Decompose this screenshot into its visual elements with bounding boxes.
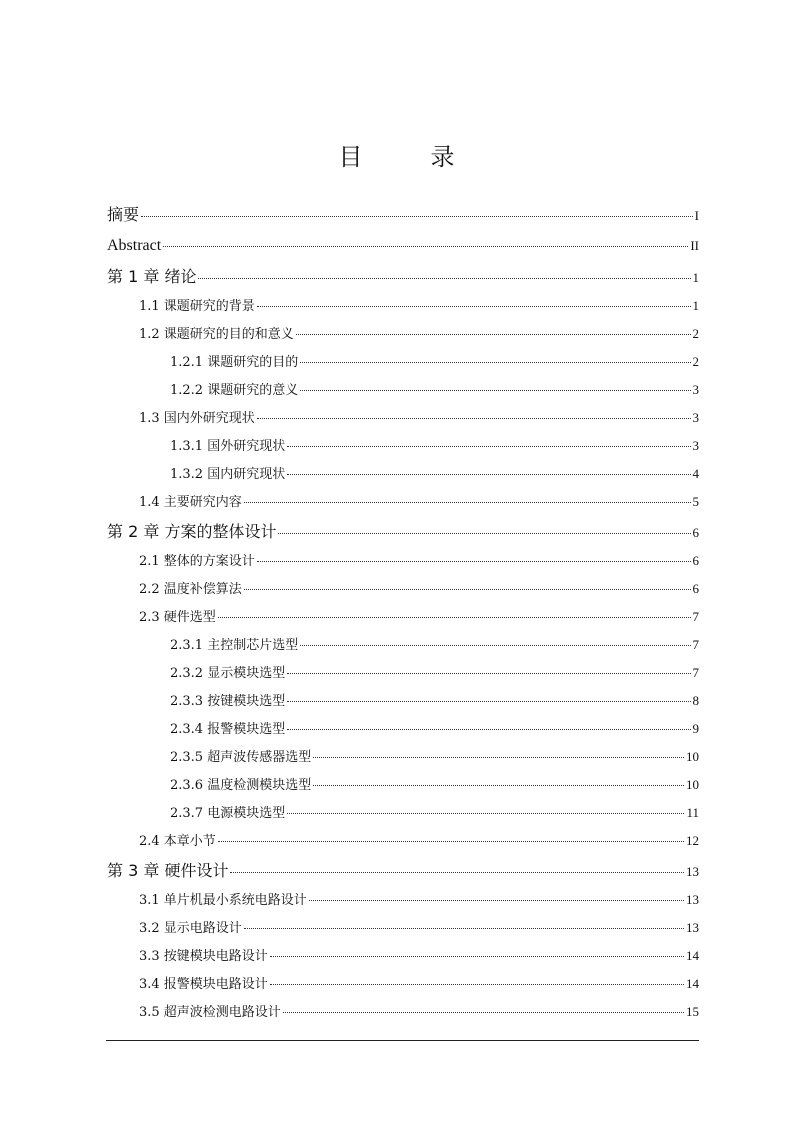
toc-leader-dots [163, 246, 688, 247]
toc-entry-page: 7 [692, 609, 699, 624]
toc-leader-dots [287, 673, 690, 674]
toc-entry-page: 3 [692, 382, 699, 397]
toc-entry[interactable] [107, 516, 699, 547]
toc-entry[interactable] [107, 460, 699, 488]
toc-entry-label: 3.1 单片机最小系统电路设计 [139, 893, 307, 908]
toc-entry[interactable] [107, 715, 699, 743]
toc-entry-page: 14 [686, 976, 699, 991]
toc-entry[interactable] [107, 743, 699, 771]
toc-entry-page: 12 [686, 833, 699, 848]
toc-entry-label: 2.3.5 超声波传感器选型 [170, 750, 312, 765]
toc-entry-label: 2.3.2 显示模块选型 [170, 666, 286, 681]
toc-entry[interactable] [107, 376, 699, 404]
toc-leader-dots [287, 446, 690, 447]
toc-entry-page: 14 [686, 948, 699, 963]
toc-entry[interactable] [107, 659, 699, 687]
toc-entry-label: 2.3.1 主控制芯片选型 [170, 638, 299, 653]
toc-entry-label: 2.3.6 温度检测模块选型 [170, 778, 312, 793]
toc-entry-page: 6 [692, 525, 699, 540]
toc-leader-dots [270, 956, 684, 957]
toc-entry-page: I [694, 208, 699, 223]
toc-entry-label: 摘要 [107, 205, 140, 224]
toc-entry[interactable] [107, 886, 699, 914]
toc-entry-page: 11 [686, 805, 699, 820]
footer-divider [106, 1040, 699, 1041]
toc-leader-dots [300, 390, 690, 391]
toc-leader-dots [313, 757, 684, 758]
toc-entry-label: 3.3 按键模块电路设计 [139, 949, 268, 964]
toc-leader-dots [198, 278, 690, 279]
toc-entry-label: 2.2 温度补偿算法 [139, 582, 242, 597]
toc-entry-page: 10 [686, 777, 699, 792]
toc-entry-page: 13 [686, 892, 699, 907]
toc-leader-dots [218, 841, 684, 842]
toc-entry-page: 1 [692, 270, 699, 285]
toc-entry-label: 3.5 超声波检测电路设计 [139, 1005, 281, 1020]
toc-leader-dots [283, 1012, 684, 1013]
toc-entry-label: Abstract [107, 237, 162, 254]
toc-entry[interactable] [107, 230, 699, 261]
toc-entry-label: 2.3 硬件选型 [139, 610, 216, 625]
toc-entry-page: 13 [686, 920, 699, 935]
toc-entry-label: 第 3 章 硬件设计 [107, 861, 229, 880]
toc-entry-label: 1.2.1 课题研究的目的 [170, 355, 299, 370]
toc-entry[interactable] [107, 687, 699, 715]
toc-leader-dots [300, 645, 690, 646]
toc-leader-dots [278, 533, 690, 534]
toc-entry-label: 1.3.2 国内研究现状 [170, 467, 286, 482]
toc-entry-page: 2 [692, 354, 699, 369]
toc-entry-page: 1 [692, 298, 699, 313]
toc-leader-dots [218, 617, 691, 618]
toc-leader-dots [287, 729, 690, 730]
toc-entry-label: 2.3.4 报警模块选型 [170, 722, 286, 737]
toc-entry[interactable] [107, 631, 699, 659]
toc-leader-dots [244, 589, 691, 590]
toc-entry-label: 1.3.1 国外研究现状 [170, 439, 286, 454]
toc-entry[interactable] [107, 970, 699, 998]
toc-entry[interactable] [107, 914, 699, 942]
table-of-contents [107, 199, 699, 1026]
toc-entry-page: 3 [692, 410, 699, 425]
toc-leader-dots [230, 872, 684, 873]
toc-leader-dots [257, 306, 691, 307]
toc-entry-label: 1.3 国内外研究现状 [139, 411, 255, 426]
toc-leader-dots [244, 502, 691, 503]
toc-entry-page: 7 [692, 665, 699, 680]
toc-leader-dots [300, 362, 690, 363]
toc-entry[interactable] [107, 320, 699, 348]
toc-entry[interactable] [107, 827, 699, 855]
toc-entry[interactable] [107, 261, 699, 292]
toc-leader-dots [287, 813, 684, 814]
toc-entry[interactable] [107, 547, 699, 575]
toc-entry[interactable] [107, 348, 699, 376]
toc-leader-dots [296, 334, 691, 335]
toc-entry-page: 15 [686, 1004, 699, 1019]
toc-leader-dots [141, 216, 693, 217]
toc-entry[interactable] [107, 292, 699, 320]
toc-entry-page: 9 [692, 721, 699, 736]
toc-entry-label: 2.4 本章小节 [139, 834, 216, 849]
toc-entry-label: 1.4 主要研究内容 [139, 495, 242, 510]
toc-leader-dots [270, 984, 684, 985]
toc-entry[interactable] [107, 855, 699, 886]
toc-entry[interactable] [107, 799, 699, 827]
toc-entry-label: 2.3.3 按键模块选型 [170, 694, 286, 709]
toc-entry-label: 1.1 课题研究的背景 [139, 299, 255, 314]
toc-entry-label: 2.3.7 电源模块选型 [170, 806, 286, 821]
toc-entry-page: 10 [686, 749, 699, 764]
toc-entry-page: II [690, 238, 699, 253]
toc-entry[interactable] [107, 432, 699, 460]
page-title: 目 录 [338, 143, 477, 171]
toc-entry[interactable] [107, 575, 699, 603]
toc-leader-dots [309, 900, 684, 901]
toc-leader-dots [257, 418, 691, 419]
toc-entry-page: 13 [686, 864, 699, 879]
toc-leader-dots [287, 701, 690, 702]
toc-entry-page: 8 [692, 693, 699, 708]
toc-entry[interactable] [107, 998, 699, 1026]
toc-entry[interactable] [107, 603, 699, 631]
toc-entry-page: 5 [692, 494, 699, 509]
toc-entry-page: 3 [692, 438, 699, 453]
toc-entry-page: 2 [692, 326, 699, 341]
toc-leader-dots [313, 785, 684, 786]
toc-entry[interactable] [107, 199, 699, 230]
toc-entry[interactable] [107, 488, 699, 516]
toc-entry-label: 3.4 报警模块电路设计 [139, 977, 268, 992]
toc-entry[interactable] [107, 942, 699, 970]
toc-entry[interactable] [107, 771, 699, 799]
toc-entry[interactable] [107, 404, 699, 432]
toc-entry-label: 3.2 显示电路设计 [139, 921, 242, 936]
toc-entry-label: 1.2 课题研究的目的和意义 [139, 327, 294, 342]
toc-leader-dots [287, 474, 690, 475]
toc-entry-page: 6 [692, 581, 699, 596]
toc-entry-label: 1.2.2 课题研究的意义 [170, 383, 299, 398]
toc-leader-dots [244, 928, 684, 929]
toc-entry-label: 2.1 整体的方案设计 [139, 554, 255, 569]
toc-entry-label: 第 2 章 方案的整体设计 [107, 522, 277, 541]
toc-entry-page: 7 [692, 637, 699, 652]
toc-entry-page: 6 [692, 553, 699, 568]
toc-leader-dots [257, 561, 691, 562]
toc-entry-label: 第 1 章 绪论 [107, 267, 197, 286]
toc-entry-page: 4 [692, 466, 699, 481]
